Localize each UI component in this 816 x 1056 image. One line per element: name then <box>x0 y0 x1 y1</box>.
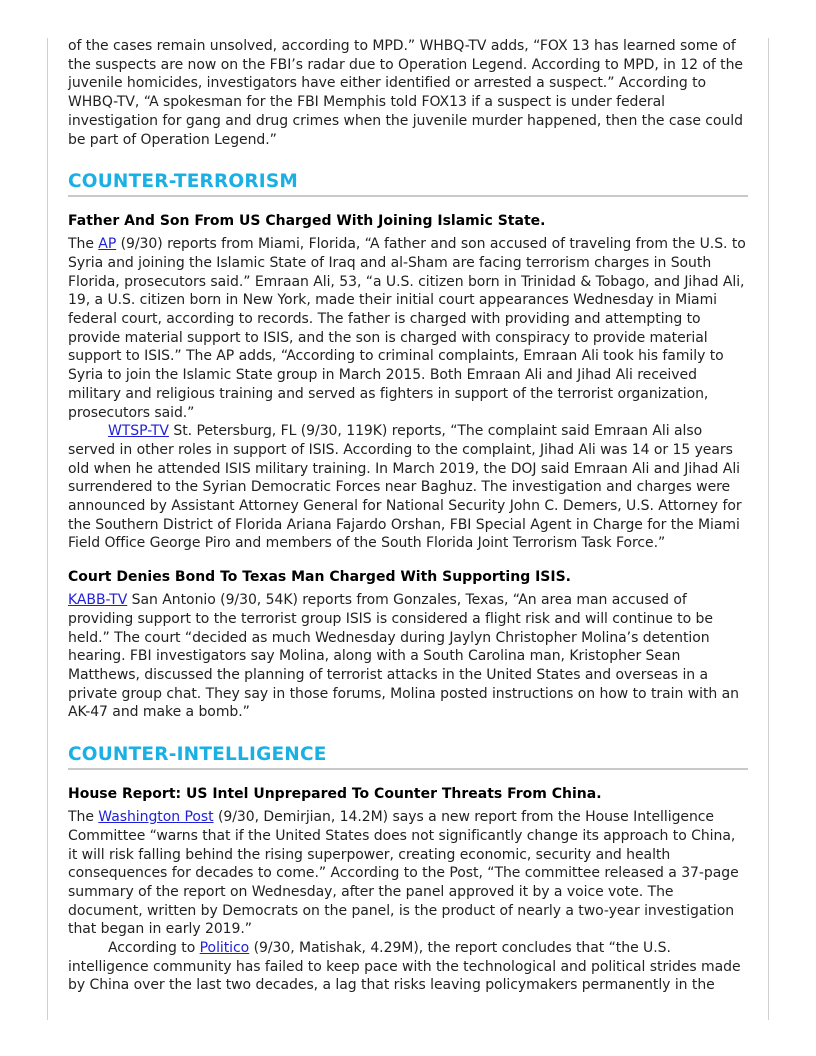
paragraph-text: St. Petersburg, FL (9/30, 119K) reports, “The complaint said Emraan Ali also served in other roles in support of ISIS. According to the complaint, Jihad Ali was 14 or 15 years old when he attended ISIS military training. In March 2019, the DOJ said Emraan Ali and Jihad Ali surrendered to the Syrian Democratic Forces near Baghuz. The investigation and charges were announced by Assistant Attorney General for National Security John C. Demers, U.S. Attorney for the Southern District of Florida Ariana Fajardo Orshan, FBI Special Agent in Charge for the Miami Field Office George Piro and members of the South Florida Joint Terrorism Task Force.” <box>68 423 742 552</box>
source-link-politico[interactable]: Politico <box>199 940 250 957</box>
section-heading-counter-terrorism: COUNTER-TERRORISM <box>68 170 748 197</box>
article-title-house-report-china: House Report: US Intel Unprepared To Counter Threats From China. <box>68 786 602 803</box>
source-link-kabb-tv[interactable]: KABB-TV <box>68 592 128 609</box>
source-link-wtsp-tv[interactable]: WTSP-TV <box>108 423 169 440</box>
article-paragraph <box>68 591 748 722</box>
paragraph-text: (9/30, Matishak, 4.29M), the report concludes that “the U.S. intelligence community has failed to keep pace with the technological and political strides made by China over the last two decades, a lag that risks leaving policymakers permanently in the <box>68 940 741 994</box>
article-title-father-son-isis: Father And Son From US Charged With Joining Islamic State. <box>68 213 546 230</box>
page-border-right <box>768 38 769 1020</box>
article-title-texas-man-isis: Court Denies Bond To Texas Man Charged With Supporting ISIS. <box>68 569 571 586</box>
document-body <box>68 37 748 995</box>
paragraph-text: (9/30) reports from Miami, Florida, “A father and son accused of traveling from the U.S. to Syria and joining the Islamic State of Iraq and al-Sham are facing terrorism charges in South Florida, prosecutors said.” Emraan Ali, 53, “a U.S. citizen born in Trinidad & Tobago, and Jihad Ali, 19, a U.S. citizen born in New York, made their initial court appearances Wednesday in Miami federal court, according to records. The father is charged with providing and attempting to provide material support to ISIS, and the son is charged with conspiracy to provide material support to ISIS.” The AP adds, “According to criminal complaints, Emraan Ali took his family to Syria to join the Islamic State group in March 2015. Both Emraan Ali and Jihad Ali received military and religious training and served as fighters in support of the terrorist organization, prosecutors said.” <box>68 236 746 421</box>
paragraph-text: San Antonio (9/30, 54K) reports from Gonzales, Texas, “An area man accused of providing support to the terrorist group ISIS is considered a flight risk and will continue to be held.” The court “decided as much Wednesday during Jaylyn Christopher Molina’s detention hearing. FBI investigators say Molina, along with a South Carolina man, Kristopher Sean Matthews, discussed the planning of terrorist attacks in the United States and overseas in a private group chat. They say in those forums, Molina posted instructions on how to train with an AK-47 and make a bomb.” <box>68 592 739 721</box>
paragraph-lead: According to <box>108 940 200 957</box>
source-link-washington-post[interactable]: Washington Post <box>98 809 214 826</box>
intro-paragraph: of the cases remain unsolved, according to MPD.” WHBQ-TV adds, “FOX 13 has learned some of the suspects are now on the FBI’s radar due to Operation Legend. According to MPD, in 12 of the juvenile homicides, investigators have either identified or arrested a suspect.” According to WHBQ-TV, “A spokesman for the FBI Memphis told FOX13 if a suspect is under federal investigation for gang and drug crimes when the juvenile murder happened, then the case could be part of Operation Legend.” <box>68 38 743 148</box>
paragraph-lead: The <box>68 809 99 826</box>
paragraph-lead: The <box>68 236 99 253</box>
article-paragraph <box>68 808 748 939</box>
article-paragraph <box>68 939 748 995</box>
article-paragraph <box>68 422 748 553</box>
article-paragraph <box>68 235 748 422</box>
page-border-left <box>47 38 48 1020</box>
paragraph-text: (9/30, Demirjian, 14.2M) says a new report from the House Intelligence Committee “warns that if the United States does not significantly change its approach to China, it will risk falling behind the rising superpower, creating economic, security and health consequences for decades to come.” According to the Post, “The committee released a 37-page summary of the report on Wednesday, after the panel approved it by a voice vote. The document, written by Democrats on the panel, is the product of nearly a two-year investigation that began in early 2019.” <box>68 809 739 938</box>
section-heading-counter-intelligence: COUNTER-INTELLIGENCE <box>68 743 748 770</box>
source-link-ap[interactable]: AP <box>98 236 117 253</box>
